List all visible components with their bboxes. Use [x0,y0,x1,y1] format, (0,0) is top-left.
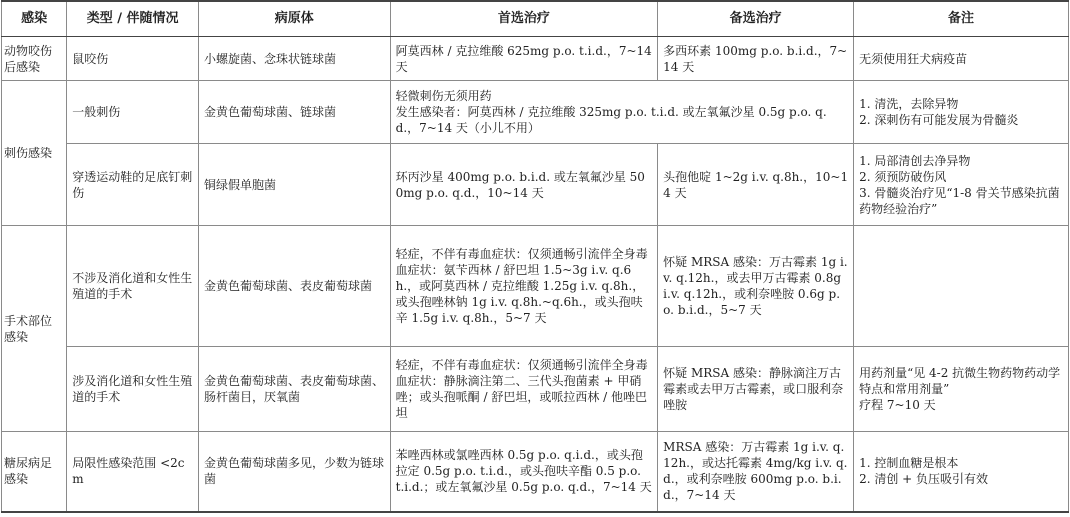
first-choice-line: 发生感染者：阿莫西林 / 克拉维酸 325mg p.o. t.i.d. 或左氧氟沙星 0.5g p.o. q.d.，7~14 天（小儿不用） [395,105,827,135]
pathogen-cell: 金黄色葡萄球菌、链球菌 [198,81,390,144]
note-line: 3. 骨髓炎治疗见“1-8 骨关节感染抗菌药物经验治疗” [859,185,1060,216]
header-pathogen: 病原体 [198,1,390,37]
pathogen-cell: 铜绿假单胞菌 [198,144,390,226]
header-row [2,1,1069,37]
header-alternative: 备选治疗 [658,1,854,37]
type-cell: 局限性感染范围 <2cm [67,432,199,512]
type-cell: 一般刺伤 [67,81,199,144]
infection-treatment-table [1,0,1069,513]
note-line: 1. 清洗，去除异物 [859,97,959,111]
header-first-choice: 首选治疗 [390,1,658,37]
type-cell: 穿透运动鞋的足底钉刺伤 [67,144,199,226]
notes-cell [854,144,1069,226]
alternative-cell: 头孢他啶 1~2g i.v. q.8h.，10~14 天 [658,144,854,226]
note-line: 用药剂量“见 4-2 抗微生物药物药动学特点和常用剂量” [859,366,1061,396]
alternative-cell: 多西环素 100mg p.o. b.i.d.，7~14 天 [658,37,854,81]
notes-cell [854,347,1069,432]
table-body [2,37,1069,512]
table-row [2,432,1069,512]
note-line: 2. 深刺伤有可能发展为骨髓炎 [859,113,1019,127]
table-row [2,81,1069,144]
notes-cell [854,226,1069,347]
first-choice-cell [390,81,853,144]
type-cell: 涉及消化道和女性生殖道的手术 [67,347,199,432]
pathogen-cell: 金黄色葡萄球菌多见，少数为链球菌 [198,432,390,512]
table-row [2,37,1069,81]
table-row [2,347,1069,432]
group-cell: 刺伤感染 [2,81,67,226]
notes-cell [854,81,1069,144]
alternative-cell: MRSA 感染：万古霉素 1g i.v. q.12h.，或达托霉素 4mg/kg i.v. q.d.，或利奈唑胺 600mg p.o. b.i.d.，7~14 天 [658,432,854,512]
first-choice-cell: 苯唑西林或氯唑西林 0.5g p.o. q.i.d.，或头孢拉定 0.5g p.o. t.i.d.，或头孢呋辛酯 0.5 p.o. t.i.d.；或左氧氟沙星 0.5g p.o. q.d.，7~14 天 [390,432,658,512]
alternative-cell: 怀疑 MRSA 感染：静脉滴注万古霉素或去甲万古霉素，或口服利奈唑胺 [658,347,854,432]
header-group: 感染 [2,1,67,37]
first-choice-cell: 环丙沙星 400mg p.o. b.i.d. 或左氧氟沙星 500mg p.o. q.d.，10~14 天 [390,144,658,226]
first-choice-cell: 阿莫西林 / 克拉维酸 625mg p.o. t.i.d.，7~14 天 [390,37,658,81]
table-row [2,144,1069,226]
first-choice-line: 轻微刺伤无须用药 [395,89,492,103]
pathogen-cell: 金黄色葡萄球菌、表皮葡萄球菌、肠杆菌目，厌氧菌 [198,347,390,432]
first-choice-cell: 轻症，不伴有毒血症状：仅须通畅引流伴全身毒血症状：氨苄西林 / 舒巴坦 1.5~3g i.v. q.6h.，或阿莫西林 / 克拉维酸 1.25g i.v. q.8h.，或头孢唑林钠 1g i.v. q.8h.~q.6h.，或头孢呋辛 1.5g i.v. q.8h.，5~7 天 [390,226,658,347]
group-cell: 手术部位感染 [2,226,67,432]
type-cell: 鼠咬伤 [67,37,199,81]
group-cell: 动物咬伤后感染 [2,37,67,81]
notes-cell: 无须使用狂犬病疫苗 [854,37,1069,81]
notes-cell [854,432,1069,512]
note-line: 疗程 7~10 天 [859,398,936,412]
header-type: 类型 / 伴随情况 [67,1,199,37]
table-header [2,1,1069,37]
note-line: 1. 控制血糖是根本 [859,456,959,471]
first-choice-cell: 轻症，不伴有毒血症状：仅须通畅引流伴全身毒血症状：静脉滴注第二、三代头孢菌素 + 甲硝唑；或头孢哌酮 / 舒巴坦，或哌拉西林 / 他唑巴坦 [390,347,658,432]
group-cell: 糖尿病足感染 [2,432,67,512]
table-row [2,226,1069,347]
type-cell: 不涉及消化道和女性生殖道的手术 [67,226,199,347]
pathogen-cell: 金黄色葡萄球菌、表皮葡萄球菌 [198,226,390,347]
alternative-cell: 怀疑 MRSA 感染：万古霉素 1g i.v. q.12h.，或去甲万古霉素 0.8g i.v. q.12h.，或利奈唑胺 0.6g p.o. b.i.d.，5~7 天 [658,226,854,347]
note-line: 1. 局部清创去净异物 [859,153,971,168]
note-line: 2. 须预防破伤风 [859,169,947,184]
note-line: 2. 清创 + 负压吸引有效 [859,472,989,487]
pathogen-cell: 小螺旋菌、念珠状链球菌 [198,37,390,81]
header-notes: 备注 [854,1,1069,37]
